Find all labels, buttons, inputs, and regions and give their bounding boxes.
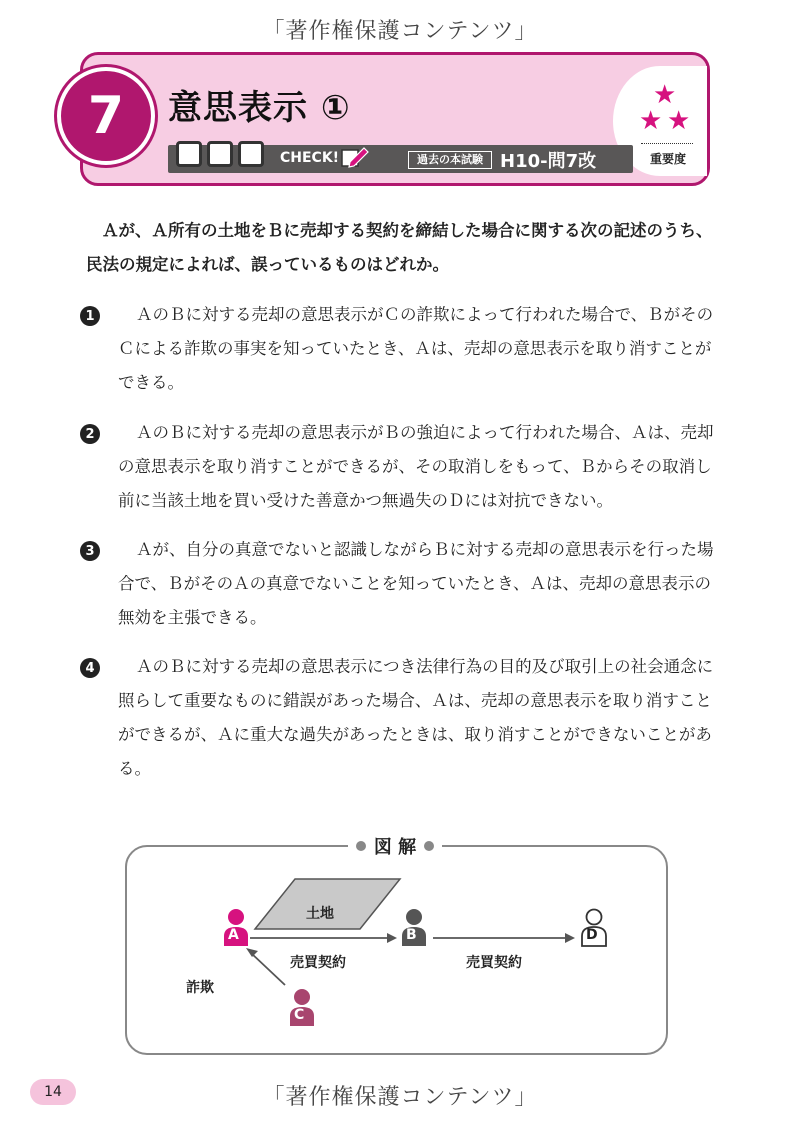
choice-1: ＡのＢに対する売却の意思表示がＣの詐欺によって行われた場合で、ＢがそのＣによる詐欺の事実を知っていたとき、Ａは、売却の意思表示を取り消すことができる。: [118, 305, 714, 392]
check-label: CHECK!: [280, 150, 340, 166]
choice-2: ＡのＢに対する売却の意思表示がＢの強迫によって行われた場合、Ａは、売却の意思表示を取り消すことができるが、その取消しをもって、Ｂからその取消し前に当該土地を買い受けた善意かつ無過失のＤには対抗できない。: [118, 423, 714, 510]
choice-3: Ａが、自分の真意でないと認識しながらＢに対する売却の意思表示を行った場合で、ＢがそのＡの真意でないことを知っていたとき、Ａは、売却の意思表示の無効を主張できる。: [118, 540, 714, 627]
star-icon: ★: [667, 106, 691, 136]
check-box-3[interactable]: [238, 141, 264, 167]
watermark-top: 「著作権保護コンテンツ」: [262, 19, 538, 44]
choice-number-4: 4: [80, 658, 100, 678]
contract-ab-label: 売買契約: [290, 955, 346, 971]
contract-bd-label: 売買契約: [466, 955, 522, 971]
choice-number-1: 1: [80, 306, 100, 326]
section-title: 意思表示 ①: [168, 88, 351, 128]
arrow-c-to-a: [251, 953, 285, 985]
diagram-lines: [125, 845, 668, 1055]
past-exam-label: 過去の本試験: [408, 151, 492, 169]
page-number: 14: [30, 1079, 76, 1105]
importance-divider: [641, 143, 693, 144]
person-b-label: B: [406, 927, 417, 943]
check-box-2[interactable]: [207, 141, 233, 167]
check-box-1[interactable]: [176, 141, 202, 167]
person-d-label: D: [586, 927, 598, 943]
star-icon: ★: [653, 80, 677, 110]
star-icon: ★: [639, 106, 663, 136]
person-c-label: C: [294, 1007, 305, 1023]
section-number: 7: [57, 67, 155, 165]
past-exam-code: H10-問7改: [500, 151, 597, 172]
watermark-bottom: 「著作権保護コンテンツ」: [262, 1085, 538, 1110]
pencil-icon: [340, 144, 370, 170]
land-label: 土地: [306, 906, 334, 922]
diagram-title-text: 図 解: [373, 837, 417, 858]
choice-number-2: 2: [80, 424, 100, 444]
choice-number-3: 3: [80, 541, 100, 561]
importance-label: 重要度: [649, 152, 686, 166]
person-a-label: A: [228, 927, 239, 943]
question-text: Ａが、Ａ所有の土地をＢに売却する契約を締結した場合に関する次の記述のうち、民法の規定によれば、誤っているものはどれか。: [86, 221, 713, 274]
fraud-label: 詐欺: [186, 980, 214, 996]
choice-4: ＡのＢに対する売却の意思表示につき法律行為の目的及び取引上の社会通念に照らして重要なものに錯誤があった場合、Ａは、売却の意思表示を取り消すことができるが、Ａに重大な過失があったときは、取り消すことができないことがある。: [118, 657, 714, 778]
